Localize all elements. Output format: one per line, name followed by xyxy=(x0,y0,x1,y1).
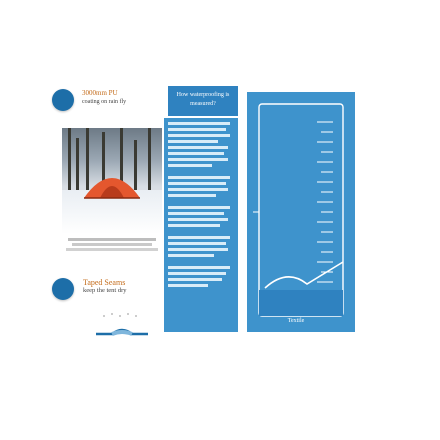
text-line xyxy=(168,272,226,275)
panel-heading-line1: How waterproofing is xyxy=(176,92,230,98)
text-line xyxy=(168,158,228,161)
text-line xyxy=(168,128,226,131)
coating-title: 3000mm PU xyxy=(82,89,118,97)
feature-bullet-icon xyxy=(52,278,74,300)
text-line xyxy=(168,218,228,221)
fine-print xyxy=(62,236,162,253)
text-line xyxy=(168,266,230,269)
text-line xyxy=(168,206,230,209)
text-line xyxy=(168,188,228,191)
text-line xyxy=(168,134,230,137)
text-line xyxy=(168,278,222,281)
text-line xyxy=(168,212,224,215)
text-line xyxy=(168,236,230,239)
seams-callout xyxy=(77,275,133,298)
seams-title: Taped Seams xyxy=(83,278,126,287)
text-line xyxy=(168,224,220,227)
tree-trunk xyxy=(68,128,71,198)
textile-label: Textile xyxy=(287,318,305,324)
text-line xyxy=(168,176,230,179)
text-line xyxy=(168,140,218,143)
text-line xyxy=(168,254,214,257)
panel-heading xyxy=(168,86,238,116)
text-line xyxy=(168,152,224,155)
coating-callout xyxy=(76,86,132,109)
tent-photo xyxy=(62,128,162,234)
text-line xyxy=(168,194,216,197)
text-line xyxy=(168,284,208,287)
tree-trunk xyxy=(76,138,79,198)
text-line xyxy=(168,122,230,125)
tree-trunk xyxy=(148,128,151,198)
panel-heading-line2: measured? xyxy=(190,101,216,107)
tent-icon xyxy=(80,158,144,206)
feature-bullet-icon xyxy=(52,89,74,111)
seams-subtitle: keep the tent dry xyxy=(83,287,127,294)
text-line xyxy=(168,182,226,185)
text-line xyxy=(168,242,226,245)
seam-swatch-icon xyxy=(94,312,150,338)
water-column-gauge-icon xyxy=(247,92,355,332)
coating-subtitle: coating on rain fly xyxy=(82,99,127,105)
text-line xyxy=(168,248,228,251)
text-line xyxy=(168,164,212,167)
text-line xyxy=(168,146,228,149)
